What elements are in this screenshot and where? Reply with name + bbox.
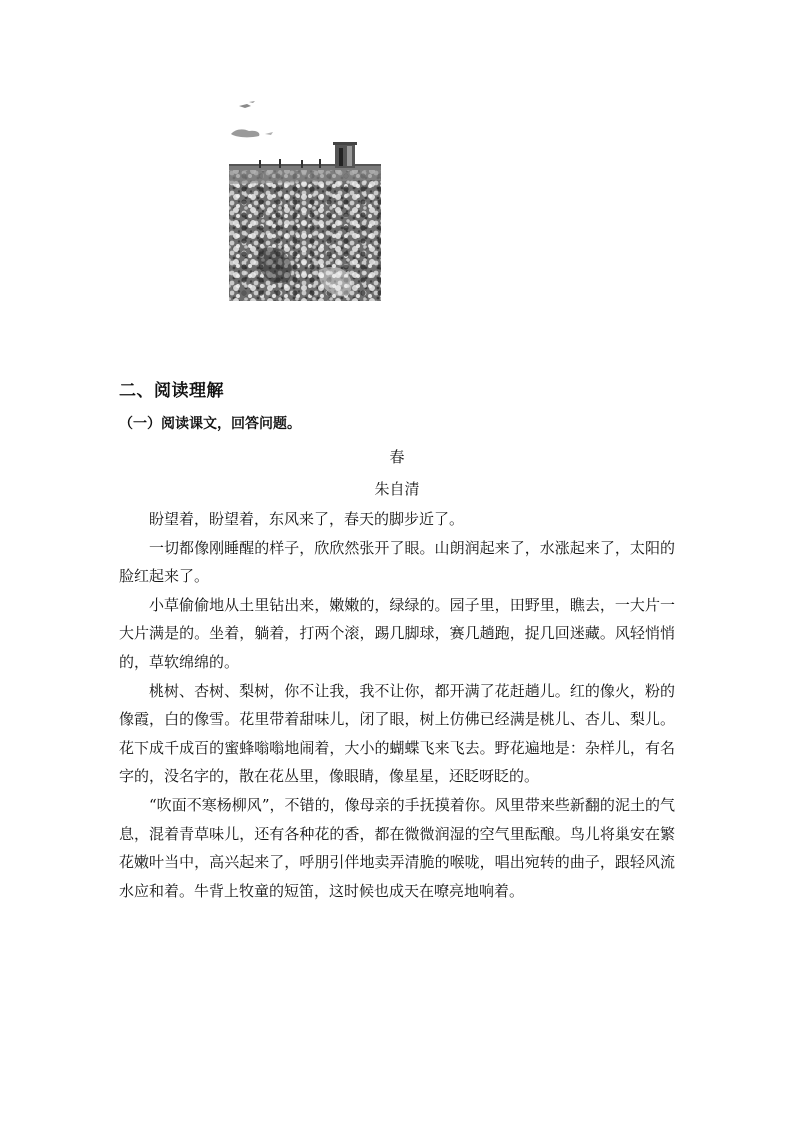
article-author: 朱自清 [374,480,420,498]
article-body [119,505,675,905]
article-title: 春 [389,448,405,466]
section-heading: 二、阅读理解 [119,381,224,401]
paragraph: 盼望着，盼望着，东风来了，春天的脚步近了。 [149,510,465,528]
flower-field-photo [229,100,381,301]
paragraph: 小草偷偷地从土里钻出来，嫩嫩的，绿绿的。园子里，田野里，瞧去，一大片一大片满是的。坐着，躺着，打两个滚，踢几脚球，赛几趟跑，捉几回迷藏。风轻悄悄的，草软绵绵的。 [119,595,675,671]
paragraph: “吹面不寒杨柳风”，不错的，像母亲的手抚摸着你。风里带来些新翻的泥土的气息，混着青草味儿，还有各种花的香，都在微微润湿的空气里酝酿。鸟儿将巢安在繁花嫩叶当中，高兴起来了，呼朋引伴地卖弄清脆的喉咙，唱出宛转的曲子，跟轻风流水应和着。牛背上牧童的短笛，这时候也成天在嘹亮地响着。 [119,795,675,900]
question-instruction: （一）阅读课文，回答问题。 [119,416,301,432]
paragraph: 桃树、杏树、梨树，你不让我，我不让你，都开满了花赶趟儿。红的像火，粉的像霞，白的像雪。花里带着甜味儿，闭了眼，树上仿佛已经满是桃儿、杏儿、梨儿。花下成千成百的蜜蜂嗡嗡地闹着，大小的蝴蝶飞来飞去。野花遍地是：杂样儿，有名字的，没名字的，散在花丛里，像眼睛，像星星，还眨呀眨的。 [119,681,675,786]
paragraph: 一切都像刚睡醒的样子，欣欣然张开了眼。山朗润起来了，水涨起来了，太阳的脸红起来了。 [119,538,675,586]
